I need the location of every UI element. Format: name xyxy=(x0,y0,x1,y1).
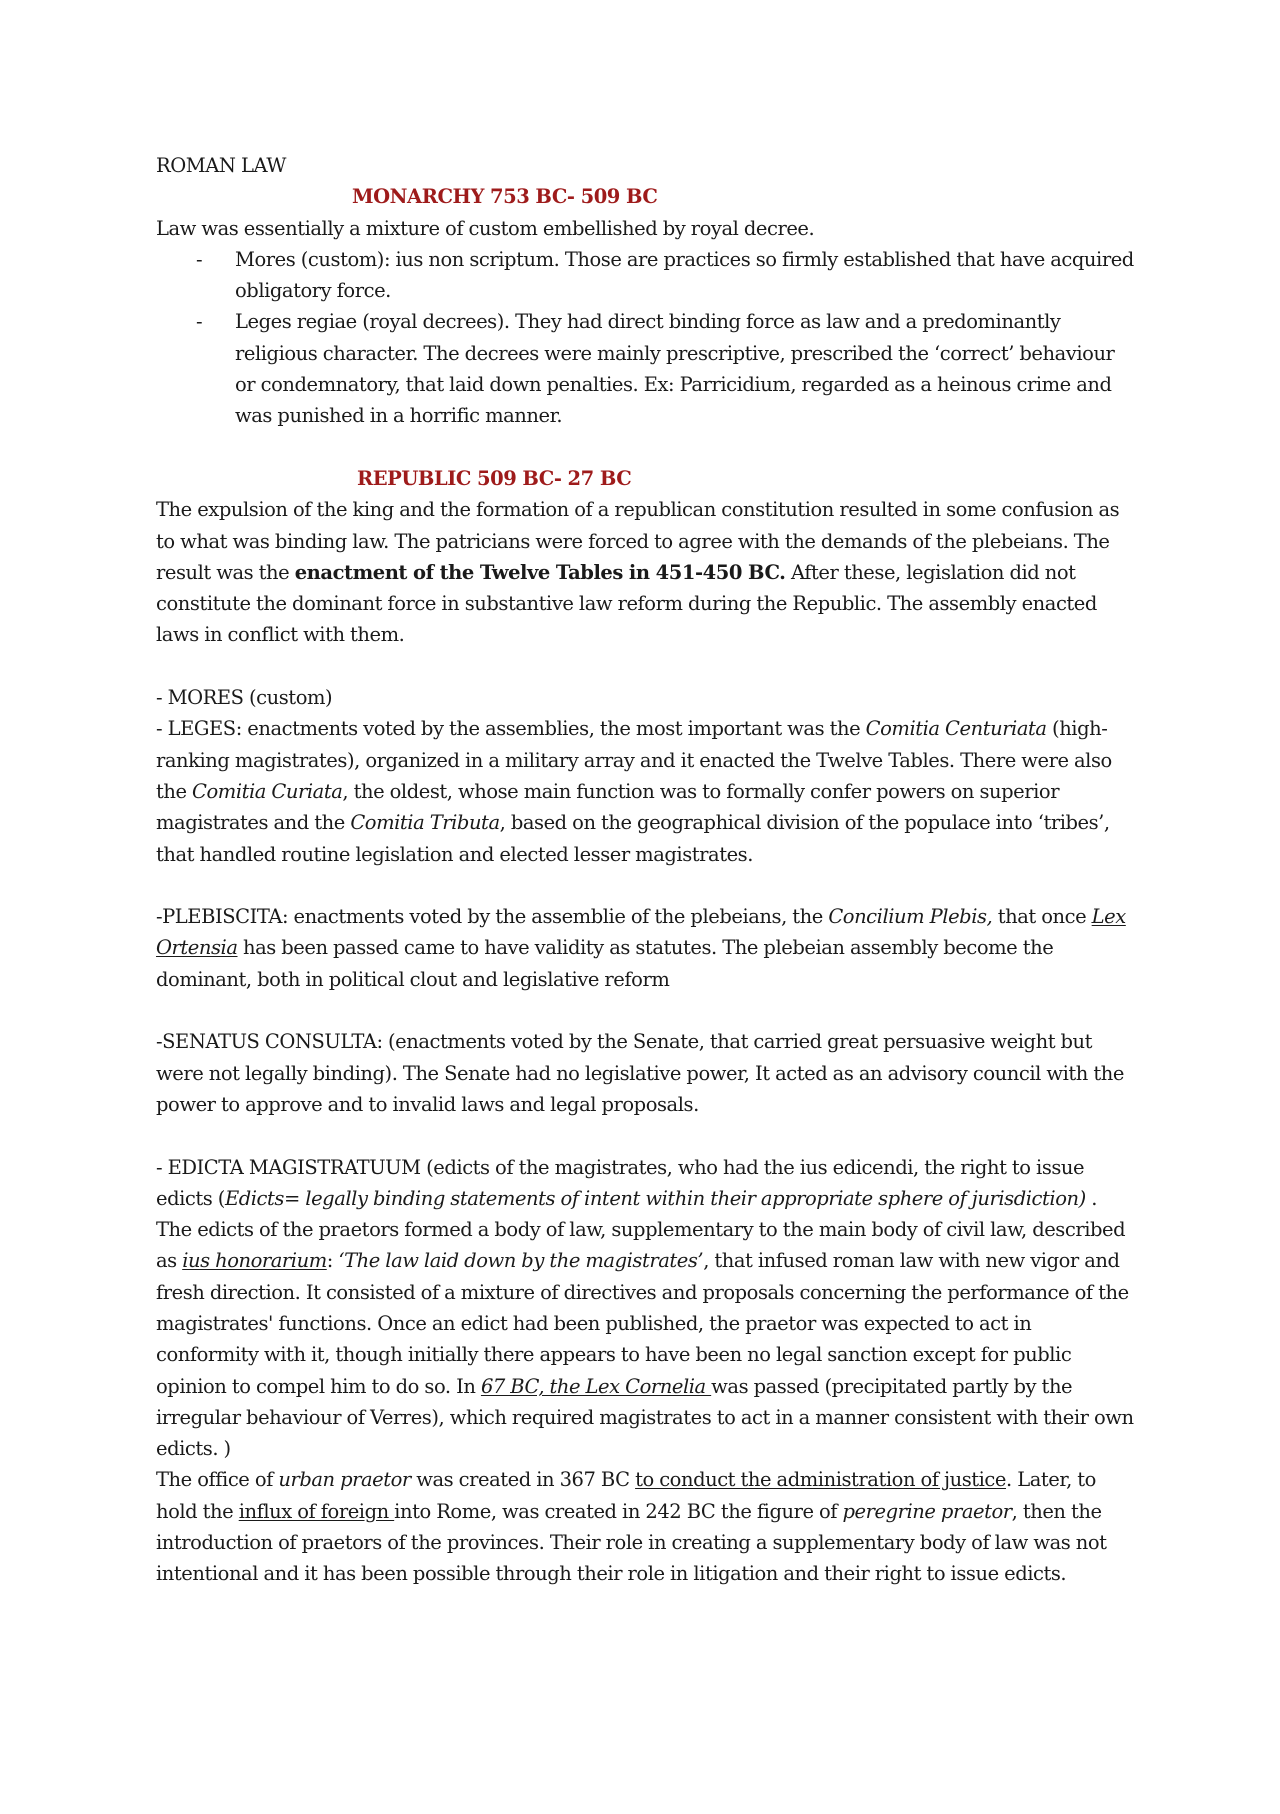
republic-paragraph xyxy=(156,494,1136,650)
italic-text: Concilium Plebis, xyxy=(828,905,993,929)
text-run: into Rome, was created in 242 BC the figure of xyxy=(394,1499,843,1523)
text-run: The expulsion of the king and the formation of a republican constitution resulted in some confusion as to what was binding law. The patricians were forced to agree with the demands of the plebeians. The result was the xyxy=(156,498,1120,584)
text-run: , the oldest, whose main function was to formally confer powers on superior magistrates and the xyxy=(156,779,1060,835)
spacer xyxy=(156,995,1136,1026)
dash-marker: - xyxy=(196,310,203,334)
leges-paragraph xyxy=(156,713,1136,869)
spacer xyxy=(156,432,1136,463)
document-page xyxy=(156,150,1136,1590)
text-run: . Later, to hold the xyxy=(156,1468,1096,1523)
italic-text: Comitia Curiata xyxy=(192,779,343,803)
text-run: was created in 367 BC xyxy=(410,1468,636,1492)
text-run: - LEGES: enactments voted by the assemblies, the most important was the xyxy=(156,717,866,741)
text-run: (high-ranking magistrates), organized in a military array and it enacted the Twelve Tables. There were also the xyxy=(156,717,1112,803)
republic-heading: REPUBLIC 509 BC- 27 BC xyxy=(357,466,632,490)
list-item xyxy=(156,244,1136,307)
italic-text: ‘The law laid down by the magistrates’ xyxy=(338,1249,704,1273)
underlined-text: influx of foreign xyxy=(238,1499,395,1523)
underlined-text: to conduct the administration of justice xyxy=(635,1468,1006,1492)
spacer xyxy=(156,651,1136,682)
text-run: - EDICTA MAGISTRATUUM (edicts of the magistrates, who had the ius edicendi, the right to issue edicts ( xyxy=(156,1155,1085,1210)
list-item xyxy=(156,306,1136,431)
text-run: , based on the geographical division of the populace into ‘tribes’, that handled routine legislation and elected lesser magistrates. xyxy=(156,811,1110,866)
underlined-text: ius honorarium xyxy=(182,1249,327,1273)
text-run: The office of xyxy=(156,1468,279,1492)
italic-text: urban praetor xyxy=(278,1468,411,1492)
text-run: , that infused roman law with new vigor and fresh direction. It consisted of a mixture of directives and proposals concerning the performance of the magistrates' functions. Once an edict had been published, the praetor was expected to act in conformity with it, though initially there appears to have been no legal sanction except for public opinion to compel him to do so. In xyxy=(156,1249,1129,1398)
office-paragraph xyxy=(156,1464,1136,1589)
spacer xyxy=(156,1120,1136,1151)
senatus-paragraph: -SENATUS CONSULTA: (enactments voted by the Senate, that carried great persuasive weight but were not legally binding). The Senate had no legislative power, It acted as an advisory council with the power to approve and to invalid laws and legal proposals. xyxy=(156,1030,1124,1116)
edicta-paragraph xyxy=(156,1152,1136,1465)
italic-text: peregrine praetor xyxy=(842,1499,1012,1523)
text-run: that once xyxy=(992,905,1092,929)
text-run: . The edicts of the praetors formed a body of law, supplementary to the main body of civil law, described as xyxy=(156,1186,1126,1273)
italic-text: Comitia Tributa xyxy=(350,811,500,835)
text-run: After these, legislation did not constitute the dominant force in substantive law reform during the Republic. The assembly enacted laws in conflict with them. xyxy=(156,560,1097,647)
dash-marker: - xyxy=(196,247,203,271)
list-item-text: Leges regiae (royal decrees). They had direct binding force as law and a predominantly religious character. The decrees were mainly prescriptive, prescribed the ‘correct’ behaviour or condemnatory, that laid down penalties. Ex: Parricidium, regarded as a heinous crime and was punished in a horrific manner. xyxy=(235,310,1115,428)
text-run: -PLEBISCITA: enactments voted by the assemblie of the plebeians, the xyxy=(156,905,829,929)
italic-text: Edicts= legally binding statements of intent within their appropriate sphere of jurisdiction) xyxy=(224,1186,1086,1210)
spacer xyxy=(156,870,1136,901)
list-item-text: Mores (custom): ius non scriptum. Those are practices so firmly established that have acquired obligatory force. xyxy=(235,247,1134,303)
underlined-text: 67 BC, the Lex Cornelia xyxy=(480,1374,712,1398)
text-run: has been passed came to have validity as statutes. The plebeian assembly become the dominant, both in political clout and legislative reform xyxy=(156,936,1054,991)
underlined-text: Lex Ortensia xyxy=(156,905,1126,960)
mores-item: - MORES (custom) xyxy=(156,686,333,710)
monarchy-heading: MONARCHY 753 BC- 509 BC xyxy=(352,185,658,209)
text-run: : xyxy=(326,1249,339,1273)
text-run: , then the introduction of praetors of the provinces. Their role in creating a supplementary body of law was not intentional and it has been possible through their role in litigation and their right to issue edicts. xyxy=(156,1499,1107,1586)
italic-text: Comitia Centuriata xyxy=(865,717,1047,741)
text-run: was passed (precipitated partly by the irregular behaviour of Verres), which required magistrates to act in a manner consistent with their own edicts. ) xyxy=(156,1374,1134,1461)
bold-text: enactment of the Twelve Tables in 451-450 BC. xyxy=(294,560,786,584)
monarchy-intro: Law was essentially a mixture of custom embellished by royal decree. xyxy=(156,216,815,240)
document-title: ROMAN LAW xyxy=(156,154,286,177)
plebiscita-paragraph xyxy=(156,901,1136,995)
